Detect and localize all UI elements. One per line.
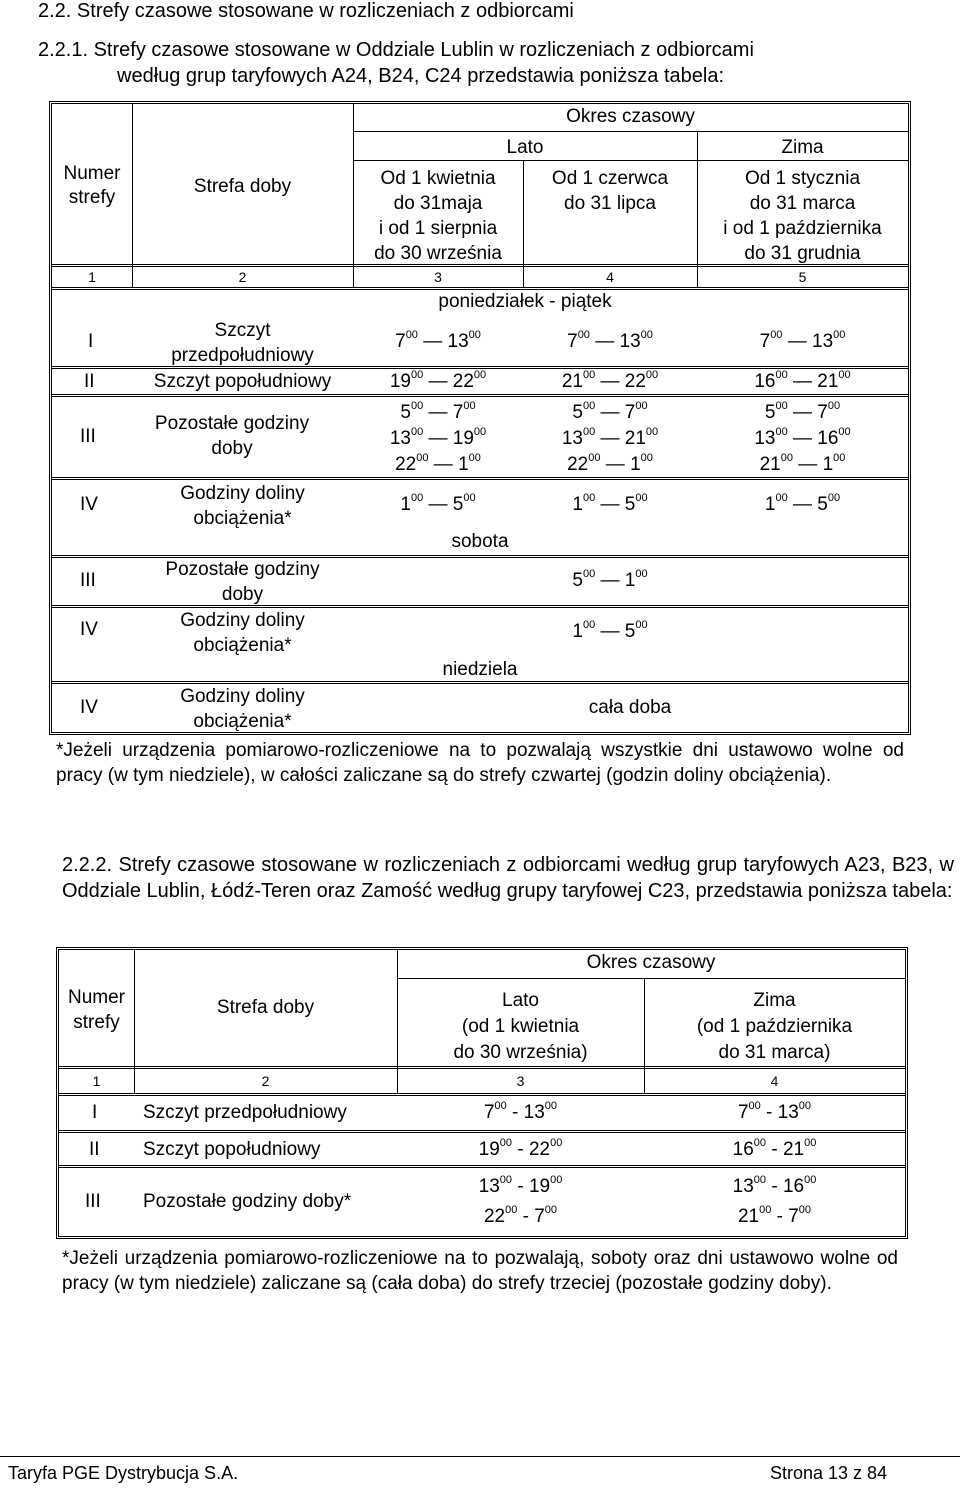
col-number-4: 4 xyxy=(606,269,614,285)
time-range: $7^{00}$ — $13^{00}$ xyxy=(759,329,846,352)
time-range: $19^{00} - 22^{00}$ xyxy=(478,1137,563,1160)
col-number-5: 5 xyxy=(798,269,807,285)
section1-intro-line1: 2.2.1. Strefy czasowe stosowane w Oddziale Lublin w rozliczeniach z odbiorcami xyxy=(38,39,754,61)
header-lato: Lato (od 1 kwietnia do 30 września) xyxy=(453,990,588,1063)
time-range-list: $13^{00} - 16^{00}$ $21^{00} - 7^{00}$ xyxy=(732,1174,817,1227)
time-range-list: $5^{00}$ — $7^{00}$ $13^{00}$ — $16^{00}$ $21^{00}$ — $1^{00}$ xyxy=(754,400,851,475)
row-number: II xyxy=(89,1139,100,1160)
table2-footnote: *Jeżeli urządzenia pomiarowo-rozliczeniowe na to pozwalają, soboty oraz dni ustawowo wolne od pracy (w tym niedziele) zaliczane są (cała doba) do strefy trzeciej (pozostałe godziny doby). xyxy=(62,1248,898,1294)
saturday-label: sobota xyxy=(451,531,509,552)
time-range: $7^{00}$ — $13^{00}$ xyxy=(567,329,653,352)
zone-name: Szczyt przedpołudniowy xyxy=(171,320,314,366)
zone-name: Szczyt przedpołudniowy xyxy=(143,1102,347,1123)
row-number: IV xyxy=(80,619,98,640)
header-strefa-doby: Strefa doby xyxy=(193,176,292,197)
zone-name: Godziny doliny obciążenia* xyxy=(180,610,305,656)
footer-divider xyxy=(0,1456,960,1457)
time-range: cała doba xyxy=(588,697,672,718)
zone-name: Pozostałe godziny doby xyxy=(165,559,320,605)
footer-page-number: Strona 13 z 84 xyxy=(770,1463,888,1483)
col-number-4: 4 xyxy=(770,1073,779,1089)
time-range-list: $13^{00} - 19^{00}$ $22^{00} - 7^{00}$ xyxy=(478,1174,563,1227)
time-range: $19^{00}$ — $22^{00}$ xyxy=(389,369,487,392)
time-range-list: $5^{00}$ — $7^{00}$ $13^{00}$ — $21^{00}$ $22^{00}$ — $1^{00}$ xyxy=(561,400,659,475)
footer-company: Taryfa PGE Dystrybucja S.A. xyxy=(8,1463,239,1483)
row-number: III xyxy=(85,1191,101,1212)
row-number: I xyxy=(92,1102,98,1123)
row-number: II xyxy=(84,371,95,392)
col-number-1: 1 xyxy=(92,1073,101,1089)
time-range: $5^{00}$ — $1^{00}$ xyxy=(572,568,648,591)
col-number-3: 3 xyxy=(516,1073,525,1089)
header-col4-period: Od 1 czerwca do 31 lipca xyxy=(551,168,669,214)
header-zima: Zima (od 1 października do 31 marca) xyxy=(696,990,853,1063)
row-number: IV xyxy=(80,494,98,515)
time-range: $1^{00}$ — $5^{00}$ xyxy=(572,619,648,642)
header-okres-czasowy: Okres czasowy xyxy=(566,106,695,127)
table1-footnote: *Jeżeli urządzenia pomiarowo-rozliczeniowe na to pozwalają wszystkie dni ustawowo wolne od pracy (w tym niedziele), w całości zaliczane są do strefy czwartej (godzin doliny obciążenia). xyxy=(56,740,904,786)
time-range: $7^{00} - 13^{00}$ xyxy=(737,1100,812,1123)
header-okres-czasowy: Okres czasowy xyxy=(586,952,716,973)
header-strefa-doby: Strefa doby xyxy=(216,997,315,1018)
time-range-list: $5^{00}$ — $7^{00}$ $13^{00}$ — $19^{00}$ $22^{00}$ — $1^{00}$ xyxy=(389,400,487,475)
time-range: $16^{00} - 21^{00}$ xyxy=(732,1137,817,1160)
zone-name: Godziny doliny obciążenia* xyxy=(180,483,305,529)
section1-intro-line2: według grup taryfowych A24, B24, C24 przedstawia poniższa tabela: xyxy=(117,65,725,87)
header-numer-strefy: Numer strefy xyxy=(63,163,121,208)
section-heading: 2.2. Strefy czasowe stosowane w rozliczeniach z odbiorcami xyxy=(38,0,574,22)
col-number-2: 2 xyxy=(261,1073,270,1089)
section2-intro: 2.2.2. Strefy czasowe stosowane w rozliczeniach z odbiorcami według grup taryfowych A23, B23, w Oddziale Lublin, Łódź-Teren oraz Zamość według grupy taryfowej C23, przedstawia poniższa tabela: xyxy=(62,854,954,902)
header-lato: Lato xyxy=(506,137,544,158)
header-col3-period: Od 1 kwietnia do 31maja i od 1 sierpnia do 30 września xyxy=(374,168,502,264)
header-zima: Zima xyxy=(781,137,824,158)
row-number: I xyxy=(88,331,94,352)
time-range: $1^{00}$ — $5^{00}$ xyxy=(764,492,841,515)
sunday-label: niedziela xyxy=(442,659,518,680)
header-numer-strefy: Numer strefy xyxy=(67,987,125,1033)
col-number-1: 1 xyxy=(88,269,96,285)
time-range: $16^{00}$ — $21^{00}$ xyxy=(754,369,851,392)
time-range: $7^{00} - 13^{00}$ xyxy=(483,1100,558,1123)
col-number-3: 3 xyxy=(434,269,442,285)
weekday-label: poniedziałek - piątek xyxy=(438,291,612,312)
zone-name: Godziny doliny obciążenia* xyxy=(180,686,305,732)
col-number-2: 2 xyxy=(238,269,247,285)
row-number: IV xyxy=(80,697,98,718)
time-range: $7^{00}$ — $13^{00}$ xyxy=(395,329,481,352)
zone-name: Pozostałe godziny doby* xyxy=(143,1191,352,1212)
row-number: III xyxy=(80,426,96,447)
header-col5-period: Od 1 stycznia do 31 marca i od 1 października do 31 grudnia xyxy=(723,168,882,264)
row-number: III xyxy=(80,570,96,591)
time-range: $1^{00}$ — $5^{00}$ xyxy=(572,492,648,515)
zone-name: Pozostałe godziny doby xyxy=(154,413,310,459)
zone-name: Szczyt popołudniowy xyxy=(153,371,332,392)
time-range: $1^{00}$ — $5^{00}$ xyxy=(400,492,476,515)
zone-name: Szczyt popołudniowy xyxy=(143,1139,321,1160)
time-range: $21^{00}$ — $22^{00}$ xyxy=(561,369,659,392)
